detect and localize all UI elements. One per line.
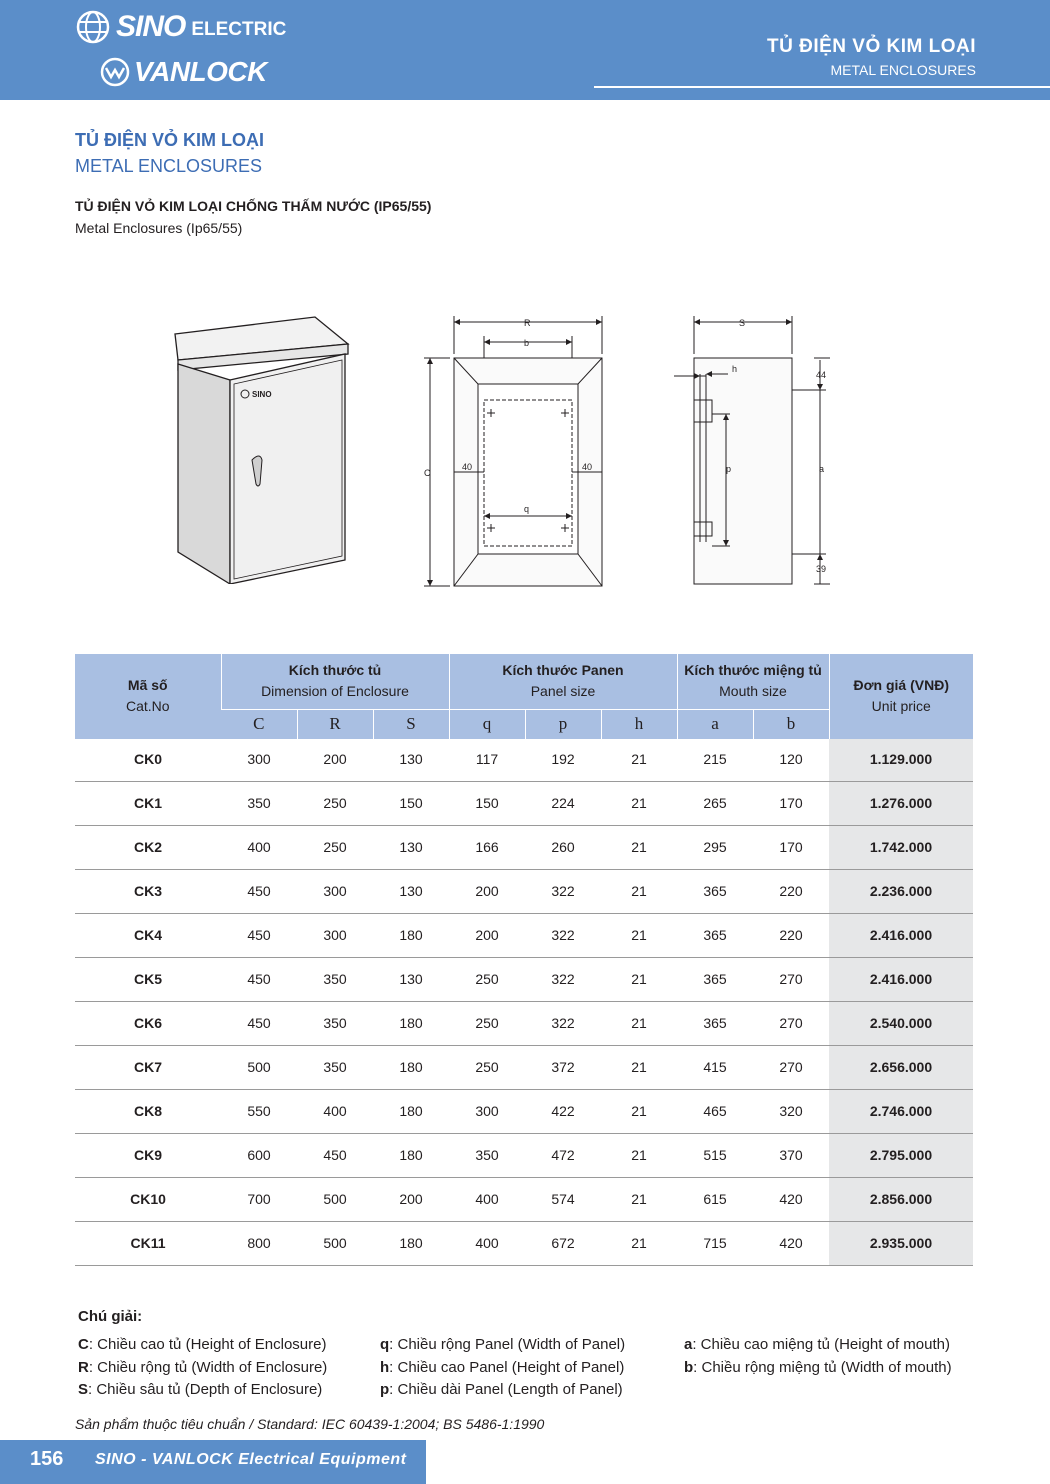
header-panel-group: Kích thước Panen Panel size bbox=[449, 654, 677, 709]
cell-p: 322 bbox=[525, 913, 601, 957]
cell-q: 117 bbox=[449, 739, 525, 782]
legend-item: C: Chiều cao tủ (Height of Enclosure) bbox=[78, 1336, 327, 1353]
header-dimension-group: Kích thước tủ Dimension of Enclosure bbox=[221, 654, 449, 709]
cell-R: 200 bbox=[297, 739, 373, 782]
cell-R: 300 bbox=[297, 913, 373, 957]
vanlock-logo bbox=[100, 56, 267, 88]
header-divider bbox=[594, 86, 1050, 88]
cell-q: 200 bbox=[449, 913, 525, 957]
section-title-en: METAL ENCLOSURES bbox=[75, 156, 263, 176]
dim-label-right-margin: 40 bbox=[582, 462, 593, 472]
cell-h: 21 bbox=[601, 957, 677, 1001]
cell-R: 300 bbox=[297, 869, 373, 913]
cell-C: 600 bbox=[221, 1133, 297, 1177]
cell-p: 472 bbox=[525, 1133, 601, 1177]
cell-R: 500 bbox=[297, 1221, 373, 1265]
legend-item: S: Chiều sâu tủ (Depth of Enclosure) bbox=[78, 1381, 323, 1398]
cell-C: 700 bbox=[221, 1177, 297, 1221]
legend-item: b: Chiều rộng miệng tủ (Width of mouth) bbox=[684, 1358, 952, 1376]
subheader-h: h bbox=[601, 709, 677, 739]
cell-h: 21 bbox=[601, 1133, 677, 1177]
table-row bbox=[75, 869, 973, 913]
cell-cat-no: CK3 bbox=[75, 869, 221, 913]
table-row bbox=[75, 913, 973, 957]
cell-b: 320 bbox=[753, 1089, 829, 1133]
cell-cat-no: CK1 bbox=[75, 781, 221, 825]
cell-unit-price: 2.795.000 bbox=[829, 1133, 973, 1177]
cell-S: 180 bbox=[373, 913, 449, 957]
cell-a: 215 bbox=[677, 739, 753, 782]
dim-label-a: a bbox=[819, 464, 825, 474]
cell-cat-no: CK7 bbox=[75, 1045, 221, 1089]
cell-a: 365 bbox=[677, 913, 753, 957]
header-title-block bbox=[767, 36, 976, 78]
cell-h: 21 bbox=[601, 781, 677, 825]
cell-h: 21 bbox=[601, 1089, 677, 1133]
cell-p: 322 bbox=[525, 957, 601, 1001]
dim-label-left-margin: 40 bbox=[462, 462, 473, 472]
table-row bbox=[75, 1177, 973, 1221]
legend-title: Chú giải: bbox=[78, 1308, 143, 1325]
page-header bbox=[0, 0, 1050, 100]
cell-C: 500 bbox=[221, 1045, 297, 1089]
cell-S: 180 bbox=[373, 1001, 449, 1045]
cell-b: 420 bbox=[753, 1221, 829, 1265]
standard-note: Sản phẩm thuộc tiêu chuẩn / Standard: IEC 60439-1:2004; BS 5486-1:1990 bbox=[75, 1416, 545, 1432]
cell-a: 465 bbox=[677, 1089, 753, 1133]
cell-a: 415 bbox=[677, 1045, 753, 1089]
cell-p: 422 bbox=[525, 1089, 601, 1133]
legend-column-3 bbox=[684, 1334, 952, 1379]
cell-h: 21 bbox=[601, 1045, 677, 1089]
product-title-en: Metal Enclosures (Ip65/55) bbox=[75, 220, 243, 236]
cell-q: 166 bbox=[449, 825, 525, 869]
cell-b: 120 bbox=[753, 739, 829, 782]
cell-p: 260 bbox=[525, 825, 601, 869]
sino-logo bbox=[76, 10, 286, 44]
logo-vanlock-text: VANLOCK bbox=[134, 56, 267, 87]
cell-h: 21 bbox=[601, 1177, 677, 1221]
cell-q: 250 bbox=[449, 1001, 525, 1045]
cell-q: 350 bbox=[449, 1133, 525, 1177]
cell-h: 21 bbox=[601, 913, 677, 957]
enclosure-brand-label: SINO bbox=[252, 390, 272, 399]
table-row bbox=[75, 1133, 973, 1177]
cell-p: 322 bbox=[525, 869, 601, 913]
table-row bbox=[75, 825, 973, 869]
cell-unit-price: 2.416.000 bbox=[829, 957, 973, 1001]
cell-C: 350 bbox=[221, 781, 297, 825]
cell-unit-price: 2.746.000 bbox=[829, 1089, 973, 1133]
cell-a: 615 bbox=[677, 1177, 753, 1221]
cell-b: 420 bbox=[753, 1177, 829, 1221]
dim-label-b: b bbox=[524, 338, 530, 348]
cell-C: 400 bbox=[221, 825, 297, 869]
section-title-vi: TỦ ĐIỆN VỎ KIM LOẠI bbox=[75, 130, 264, 150]
cell-unit-price: 1.276.000 bbox=[829, 781, 973, 825]
cell-a: 265 bbox=[677, 781, 753, 825]
table-row bbox=[75, 1089, 973, 1133]
cell-cat-no: CK9 bbox=[75, 1133, 221, 1177]
table-row bbox=[75, 957, 973, 1001]
dim-label-C: C bbox=[424, 468, 431, 478]
footer-text: SINO - VANLOCK Electrical Equipment bbox=[95, 1451, 407, 1468]
cell-a: 365 bbox=[677, 869, 753, 913]
cell-cat-no: CK2 bbox=[75, 825, 221, 869]
subheader-p: p bbox=[525, 709, 601, 739]
cell-h: 21 bbox=[601, 1001, 677, 1045]
cell-unit-price: 2.236.000 bbox=[829, 869, 973, 913]
spec-table bbox=[75, 654, 973, 1266]
cell-a: 365 bbox=[677, 1001, 753, 1045]
cell-q: 150 bbox=[449, 781, 525, 825]
cell-b: 370 bbox=[753, 1133, 829, 1177]
legend-item: R: Chiều rộng tủ (Width of Enclosure) bbox=[78, 1358, 328, 1376]
cell-q: 400 bbox=[449, 1177, 525, 1221]
front-view-drawing bbox=[420, 314, 615, 594]
subheader-C: C bbox=[221, 709, 297, 739]
cell-C: 800 bbox=[221, 1221, 297, 1265]
cell-R: 350 bbox=[297, 957, 373, 1001]
cell-b: 220 bbox=[753, 869, 829, 913]
legend-column-2 bbox=[380, 1334, 625, 1402]
cell-p: 372 bbox=[525, 1045, 601, 1089]
cell-cat-no: CK11 bbox=[75, 1221, 221, 1265]
cell-S: 200 bbox=[373, 1177, 449, 1221]
header-cat-no: Mã số Cat.No bbox=[75, 654, 221, 739]
cell-cat-no: CK5 bbox=[75, 957, 221, 1001]
cell-C: 300 bbox=[221, 739, 297, 782]
header-title: TỦ ĐIỆN VỎ KIM LOẠI bbox=[767, 36, 976, 57]
cell-R: 250 bbox=[297, 825, 373, 869]
cell-R: 500 bbox=[297, 1177, 373, 1221]
cell-a: 715 bbox=[677, 1221, 753, 1265]
vanlock-emblem-icon bbox=[100, 57, 130, 87]
cell-h: 21 bbox=[601, 1221, 677, 1265]
legend-column-1 bbox=[78, 1334, 327, 1402]
cell-R: 450 bbox=[297, 1133, 373, 1177]
cell-C: 450 bbox=[221, 957, 297, 1001]
cell-h: 21 bbox=[601, 739, 677, 782]
cell-cat-no: CK0 bbox=[75, 739, 221, 782]
cell-p: 192 bbox=[525, 739, 601, 782]
table-body bbox=[75, 739, 973, 1266]
dim-label-44: 44 bbox=[816, 370, 827, 380]
cell-S: 130 bbox=[373, 825, 449, 869]
dim-label-39: 39 bbox=[816, 564, 827, 574]
cell-a: 365 bbox=[677, 957, 753, 1001]
table-header-row bbox=[75, 654, 973, 709]
cell-S: 130 bbox=[373, 739, 449, 782]
table-row bbox=[75, 1045, 973, 1089]
cell-cat-no: CK6 bbox=[75, 1001, 221, 1045]
cell-q: 250 bbox=[449, 1045, 525, 1089]
page-number: 156 bbox=[30, 1448, 64, 1470]
cell-a: 515 bbox=[677, 1133, 753, 1177]
cell-cat-no: CK10 bbox=[75, 1177, 221, 1221]
subheader-S: S bbox=[373, 709, 449, 739]
cell-unit-price: 2.656.000 bbox=[829, 1045, 973, 1089]
header-mouth-group: Kích thước miệng tủ Mouth size bbox=[677, 654, 829, 709]
cell-cat-no: CK8 bbox=[75, 1089, 221, 1133]
subheader-q: q bbox=[449, 709, 525, 739]
legend-item: q: Chiều rộng Panel (Width of Panel) bbox=[380, 1336, 626, 1353]
cell-S: 180 bbox=[373, 1089, 449, 1133]
globe-icon bbox=[76, 10, 110, 44]
dim-label-q: q bbox=[524, 504, 530, 514]
cell-R: 350 bbox=[297, 1001, 373, 1045]
cell-C: 450 bbox=[221, 1001, 297, 1045]
table-row bbox=[75, 1001, 973, 1045]
cell-cat-no: CK4 bbox=[75, 913, 221, 957]
cell-q: 400 bbox=[449, 1221, 525, 1265]
cell-unit-price: 2.540.000 bbox=[829, 1001, 973, 1045]
enclosure-perspective-drawing bbox=[170, 312, 355, 584]
cell-S: 150 bbox=[373, 781, 449, 825]
table-row bbox=[75, 1221, 973, 1265]
legend-item: h: Chiều cao Panel (Height of Panel) bbox=[380, 1358, 625, 1376]
logo-electric-text: ELECTRIC bbox=[191, 19, 287, 40]
cell-h: 21 bbox=[601, 825, 677, 869]
cell-S: 130 bbox=[373, 869, 449, 913]
subheader-a: a bbox=[677, 709, 753, 739]
subheader-b: b bbox=[753, 709, 829, 739]
cell-C: 450 bbox=[221, 913, 297, 957]
cell-S: 130 bbox=[373, 957, 449, 1001]
table-row bbox=[75, 739, 973, 782]
dim-label-S: S bbox=[739, 318, 746, 328]
logo-sino-text: SINO bbox=[116, 10, 186, 43]
cell-S: 180 bbox=[373, 1045, 449, 1089]
cell-q: 300 bbox=[449, 1089, 525, 1133]
dim-label-h: h bbox=[732, 364, 738, 374]
legend-item: a: Chiều cao miệng tủ (Height of mouth) bbox=[684, 1336, 950, 1353]
cell-unit-price: 1.742.000 bbox=[829, 825, 973, 869]
cell-S: 180 bbox=[373, 1221, 449, 1265]
cell-C: 450 bbox=[221, 869, 297, 913]
cell-h: 21 bbox=[601, 869, 677, 913]
dim-label-p: p bbox=[726, 464, 732, 474]
cell-R: 400 bbox=[297, 1089, 373, 1133]
cell-p: 574 bbox=[525, 1177, 601, 1221]
subheader-R: R bbox=[297, 709, 373, 739]
cell-p: 322 bbox=[525, 1001, 601, 1045]
cell-R: 350 bbox=[297, 1045, 373, 1089]
header-subtitle: METAL ENCLOSURES bbox=[830, 62, 976, 78]
table-row bbox=[75, 781, 973, 825]
cell-b: 220 bbox=[753, 913, 829, 957]
cell-b: 170 bbox=[753, 825, 829, 869]
cell-unit-price: 2.935.000 bbox=[829, 1221, 973, 1265]
product-title-vi: TỦ ĐIỆN VỎ KIM LOẠI CHỐNG THẤM NƯỚC (IP65/55) bbox=[75, 198, 432, 214]
cell-a: 295 bbox=[677, 825, 753, 869]
cell-p: 672 bbox=[525, 1221, 601, 1265]
dim-label-R: R bbox=[524, 318, 531, 328]
cell-unit-price: 2.856.000 bbox=[829, 1177, 973, 1221]
cell-b: 270 bbox=[753, 957, 829, 1001]
legend-item: p: Chiều dài Panel (Length of Panel) bbox=[380, 1381, 623, 1398]
cell-q: 200 bbox=[449, 869, 525, 913]
cell-q: 250 bbox=[449, 957, 525, 1001]
cell-p: 224 bbox=[525, 781, 601, 825]
company-logo bbox=[76, 10, 306, 90]
cell-b: 170 bbox=[753, 781, 829, 825]
cell-unit-price: 2.416.000 bbox=[829, 913, 973, 957]
cell-unit-price: 1.129.000 bbox=[829, 739, 973, 782]
side-view-drawing bbox=[670, 314, 840, 594]
cell-b: 270 bbox=[753, 1001, 829, 1045]
cell-b: 270 bbox=[753, 1045, 829, 1089]
cell-C: 550 bbox=[221, 1089, 297, 1133]
cell-R: 250 bbox=[297, 781, 373, 825]
cell-S: 180 bbox=[373, 1133, 449, 1177]
header-unit-price: Đơn giá (VNĐ) Unit price bbox=[829, 654, 973, 739]
